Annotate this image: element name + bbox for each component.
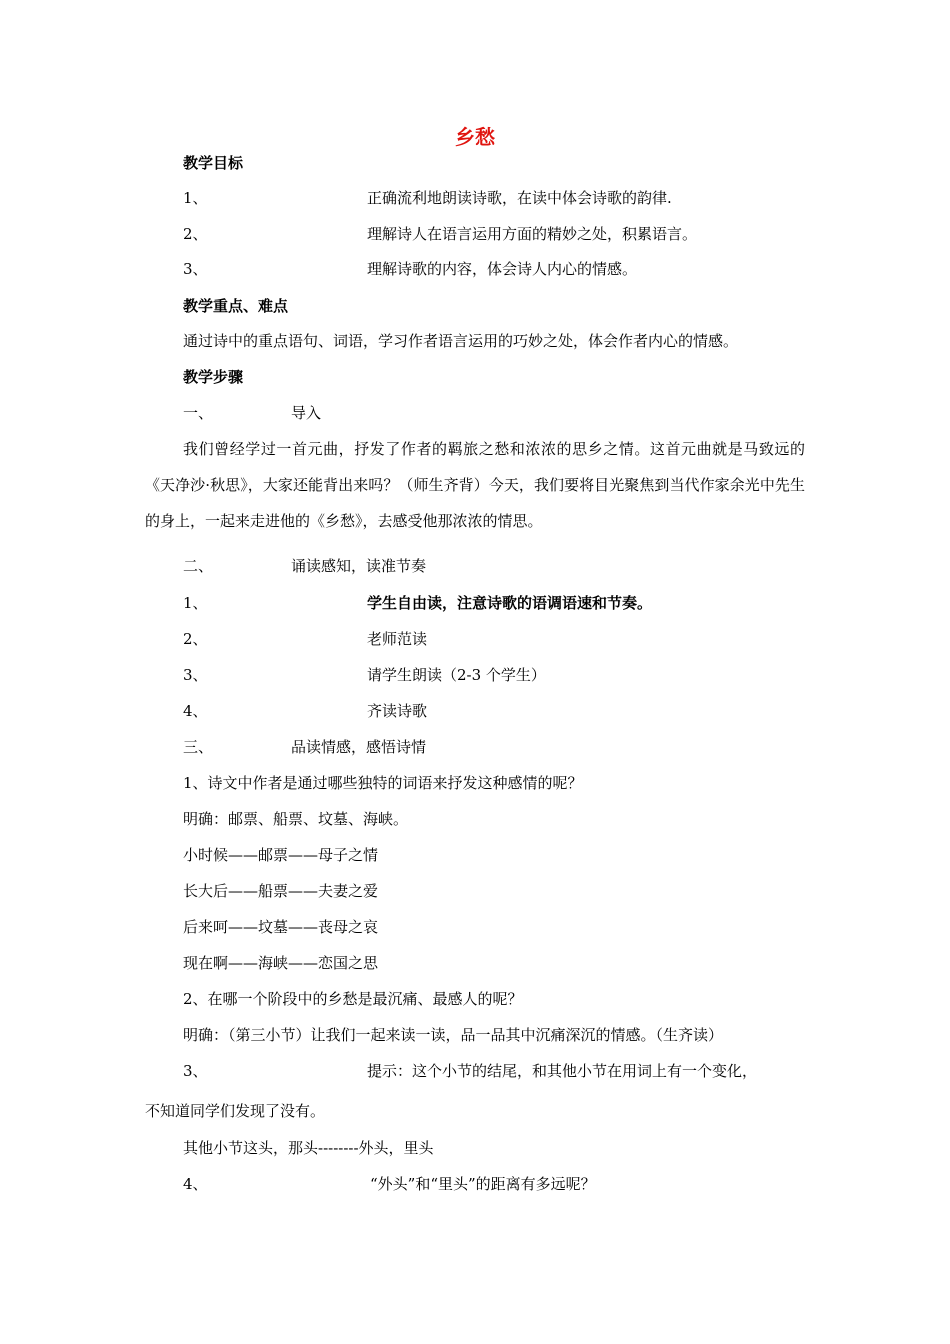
step-1-label: 导入 [291, 404, 322, 422]
question-1: 1、诗文中作者是通过哪些独特的词语来抒发这种感情的呢？ [183, 774, 583, 792]
document-title: 乡愁 [455, 125, 495, 149]
goal-1-number: 1、 [183, 189, 208, 207]
answer-2: 明确：（第三小节）让我们一起来读一读，品一品其中沉痛深沉的情感。（生齐读） [183, 1026, 724, 1044]
point-3-number: 3、 [183, 1062, 208, 1080]
goals-heading: 教学目标 [183, 154, 244, 172]
question-2: 2、在哪一个阶段中的乡愁是最沉痛、最感人的呢？ [183, 990, 523, 1008]
step-2-item-1-text: 学生自由读，注意诗歌的语调语速和节奏。 [367, 594, 653, 612]
steps-heading: 教学步骤 [183, 368, 244, 386]
step-2-item-2-text: 老师范读 [367, 630, 428, 648]
point-4-number: 4、 [183, 1175, 208, 1193]
step-2-item-1-number: 1、 [183, 594, 208, 612]
step-3-label: 品读情感，感悟诗情 [291, 738, 427, 756]
goal-2-number: 2、 [183, 225, 208, 243]
step-2-label: 诵读感知，读准节奏 [291, 557, 427, 575]
goal-2-text: 理解诗人在语言运用方面的精妙之处，积累语言。 [367, 225, 698, 243]
step-2-item-2-number: 2、 [183, 630, 208, 648]
intro-paragraph: 我们曾经学过一首元曲，抒发了作者的羁旅之愁和浓浓的思乡之情。这首元曲就是马致远的《天净沙·秋思》，大家还能背出来吗？（师生齐背）今天，我们要将目光聚焦到当代作家余光中先生的身上，一起来走进他的《乡愁》，去感受他那浓浓的情思。 [145, 440, 805, 530]
compare-line: 其他小节这头，那头--------外头，里头 [183, 1139, 434, 1157]
pair-line-3: 后来呵——坟墓——丧母之哀 [183, 918, 379, 936]
key-points-heading: 教学重点、难点 [183, 297, 289, 315]
goal-3-number: 3、 [183, 260, 208, 278]
step-3-number: 三、 [183, 738, 214, 756]
step-2-item-3-text: 请学生朗读（2-3 个学生） [367, 666, 546, 684]
pair-line-4: 现在啊——海峡——恋国之思 [183, 954, 379, 972]
point-3-text: 提示：这个小节的结尾，和其他小节在用词上有一个变化， [367, 1062, 758, 1080]
key-points-text: 通过诗中的重点语句、词语，学习作者语言运用的巧妙之处，体会作者内心的情感。 [183, 332, 739, 350]
step-1-number: 一、 [183, 404, 214, 422]
goal-1-text: 正确流利地朗读诗歌，在读中体会诗歌的韵律. [367, 189, 672, 207]
point-4-text: “外头”和“里头”的距离有多远呢？ [370, 1175, 596, 1193]
goal-3-text: 理解诗歌的内容，体会诗人内心的情感。 [367, 260, 638, 278]
point-3-continuation: 不知道同学们发现了没有。 [145, 1102, 326, 1120]
step-2-item-3-number: 3、 [183, 666, 208, 684]
answer-1: 明确：邮票、船票、坟墓、海峡。 [183, 810, 409, 828]
step-2-item-4-number: 4、 [183, 702, 208, 720]
pair-line-1: 小时候——邮票——母子之情 [183, 846, 379, 864]
step-2-number: 二、 [183, 557, 214, 575]
step-2-item-4-text: 齐读诗歌 [367, 702, 428, 720]
pair-line-2: 长大后——船票——夫妻之爱 [183, 882, 379, 900]
